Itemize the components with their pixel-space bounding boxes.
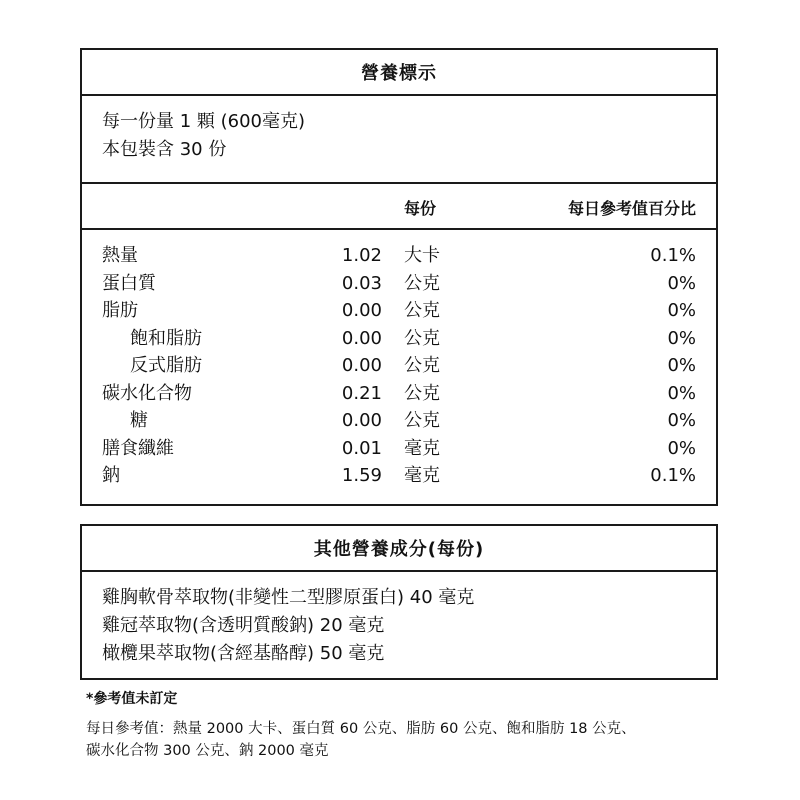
nutrient-unit: 公克 (404, 327, 440, 349)
daily-reference-line: 每日參考值：熱量 2000 大卡、蛋白質 60 公克、脂肪 60 公克、飽和脂肪 18 公克、 (86, 721, 636, 737)
servings-per-package: 本包裝含 30 份 (102, 139, 227, 160)
nutrient-unit: 公克 (404, 355, 440, 376)
nutrient-amount: 1.59 (341, 465, 382, 486)
nutrition-title: 營養標示 (82, 50, 716, 96)
footnote-title: *參考值未訂定 (86, 691, 178, 707)
other-nutrients-panel (80, 524, 718, 680)
daily-value-header: 每日參考值百分比 (567, 199, 696, 218)
nutrient-rows (82, 230, 716, 498)
nutrient-amount: 0.00 (341, 355, 382, 376)
nutrient-amount: 0.00 (341, 327, 382, 349)
nutrient-row-sodium (82, 462, 716, 490)
other-nutrient-item: 雞冠萃取物(含透明質酸鈉) 20 毫克 (102, 615, 385, 636)
nutrient-name: 糖 (130, 410, 148, 431)
nutrient-unit: 大卡 (404, 245, 440, 266)
nutrient-row-protein (82, 270, 716, 298)
nutrient-daily-value: 0% (667, 355, 696, 376)
other-nutrients-title: 其他營養成分(每份) (82, 526, 716, 572)
column-header (82, 184, 716, 230)
nutrient-daily-value: 0% (667, 327, 696, 349)
nutrient-unit: 毫克 (404, 437, 440, 459)
nutrient-amount: 0.01 (341, 437, 382, 459)
nutrient-row-calories (82, 242, 716, 270)
daily-reference-line: 碳水化合物 300 公克、鈉 2000 毫克 (86, 743, 329, 759)
nutrient-amount: 0.03 (341, 272, 382, 294)
nutrient-name: 熱量 (102, 245, 138, 266)
nutrient-row-fat (82, 297, 716, 325)
per-serving-header: 每份 (404, 199, 437, 218)
nutrient-row-dietary-fiber (82, 435, 716, 463)
nutrient-name: 反式脂肪 (130, 355, 202, 376)
nutrient-row-saturated-fat (82, 325, 716, 353)
nutrient-row-carbohydrate (82, 380, 716, 408)
nutrition-facts-panel (80, 48, 718, 506)
other-nutrient-item: 雞胸軟骨萃取物(非變性二型膠原蛋白) 40 毫克 (102, 587, 475, 608)
nutrient-daily-value: 0.1% (650, 465, 696, 486)
nutrient-amount: 0.00 (341, 410, 382, 431)
other-nutrient-item: 橄欖果萃取物(含經基酪醇) 50 毫克 (102, 643, 385, 664)
nutrient-amount: 0.21 (341, 382, 382, 404)
footnotes (86, 688, 726, 762)
nutrient-daily-value: 0% (667, 382, 696, 404)
nutrient-daily-value: 0.1% (650, 245, 696, 266)
nutrient-name: 碳水化合物 (102, 382, 192, 404)
serving-info (82, 96, 716, 184)
serving-size: 每一份量 1 顆 (600毫克) (102, 111, 306, 132)
nutrient-daily-value: 0% (667, 410, 696, 431)
nutrient-amount: 0.00 (341, 300, 382, 321)
nutrient-unit: 公克 (404, 300, 440, 321)
nutrient-unit: 公克 (404, 382, 440, 404)
nutrient-amount: 1.02 (341, 245, 382, 266)
nutrient-unit: 毫克 (404, 465, 440, 486)
nutrient-daily-value: 0% (667, 272, 696, 294)
nutrient-row-sugar (82, 407, 716, 435)
nutrient-unit: 公克 (404, 410, 440, 431)
nutrient-name: 鈉 (102, 465, 120, 486)
other-nutrients-list (82, 572, 716, 680)
nutrient-name: 膳食纖維 (102, 437, 174, 459)
nutrient-daily-value: 0% (667, 300, 696, 321)
nutrient-daily-value: 0% (667, 437, 696, 459)
daily-reference-values (86, 718, 726, 762)
nutrient-row-trans-fat (82, 352, 716, 380)
nutrient-name: 蛋白質 (102, 272, 156, 294)
nutrient-unit: 公克 (404, 272, 440, 294)
nutrient-name: 脂肪 (102, 300, 138, 321)
nutrient-name: 飽和脂肪 (130, 327, 202, 349)
